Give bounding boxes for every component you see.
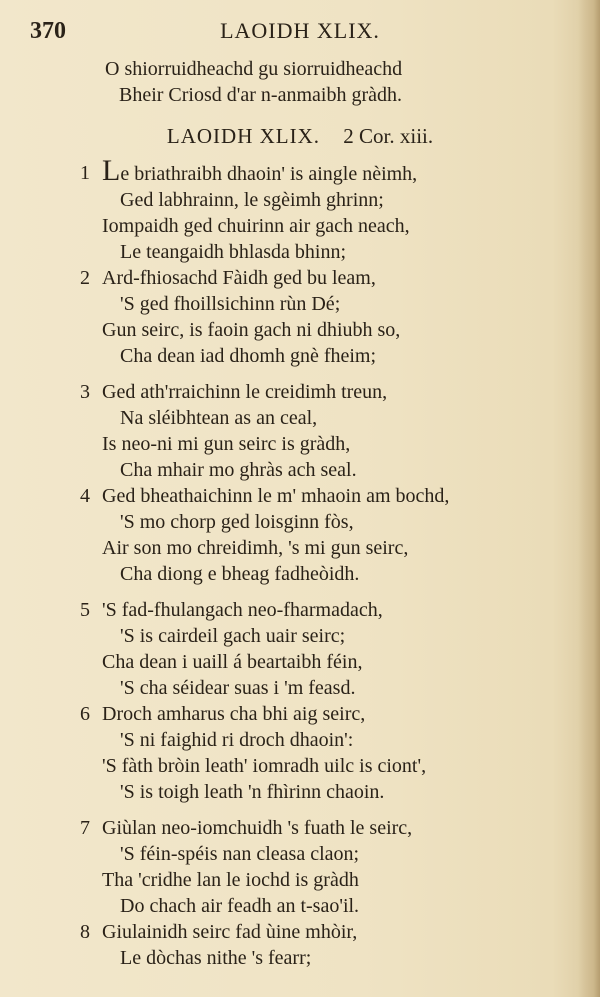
verse-number: 8 <box>80 921 90 943</box>
hymn-title: LAOIDH XLIX. <box>166 124 321 148</box>
verse-number: 4 <box>80 485 90 507</box>
verse-7 <box>75 815 570 919</box>
verse-line <box>75 154 570 187</box>
previous-line: O shiorruidheachd gu siorruidheachd <box>105 58 403 80</box>
previous-hymn-ending <box>105 56 402 108</box>
page-header <box>30 18 570 48</box>
verse-6 <box>75 701 570 805</box>
verse-line: Droch amharus cha bhi aig seirc, <box>102 703 366 725</box>
verse-line: 'S féin-spéis nan cleasa claon; <box>120 843 360 865</box>
page-number: 370 <box>30 18 66 44</box>
verse-number: 6 <box>80 703 90 725</box>
verse-line: Is neo-ni mi gun seirc is gràdh, <box>102 433 351 455</box>
previous-line: Bheir Criosd d'ar n-anmaibh gràdh. <box>119 84 402 106</box>
verse-2 <box>75 265 570 369</box>
verse-line: Ard-fhiosachd Fàidh ged bu leam, <box>102 267 376 289</box>
verse-number: 1 <box>80 162 90 184</box>
drop-cap: L <box>102 154 121 187</box>
verse-line: 'S is cairdeil gach uair seirc; <box>120 625 346 647</box>
verse-line: Na sléibhtean as an ceal, <box>120 407 318 429</box>
verse-line: Cha diong e bheag fadheòidh. <box>120 563 360 585</box>
verse-number: 2 <box>80 267 90 289</box>
running-title: LAOIDH XLIX. <box>220 18 380 43</box>
verse-line: Cha dean iad dhomh gnè fheim; <box>120 345 377 367</box>
verse-line: 'S cha séidear suas i 'm feasd. <box>120 677 356 699</box>
verse-line: Tha 'cridhe lan le iochd is gràdh <box>102 869 359 891</box>
verse-8 <box>75 919 570 971</box>
verse-line: Air son mo chreidimh, 's mi gun seirc, <box>102 537 409 559</box>
verse-line: Cha dean i uaill á beartaibh féin, <box>102 651 363 673</box>
verse-line: 'S mo chorp ged loisginn fòs, <box>120 511 354 533</box>
verse-number: 3 <box>80 381 90 403</box>
verse-line: 'S fad-fhulangach neo-fharmadach, <box>102 599 383 621</box>
verse-line: Ged bheathaichinn le m' mhaoin am bochd, <box>102 485 450 507</box>
hymn-heading <box>0 124 600 149</box>
verse-line: Ged labhrainn, le sgèimh ghrinn; <box>120 189 384 211</box>
verse-number: 5 <box>80 599 90 621</box>
verse-line: Le dòchas nithe 's fearr; <box>120 947 312 969</box>
verse-line: 'S is toigh leath 'n fhìrinn chaoin. <box>120 781 385 803</box>
verse-line: 'S fàth bròin leath' iomradh uilc is ciont', <box>102 755 427 777</box>
page-edge-shadow <box>578 0 600 997</box>
scripture-reference: 2 Cor. xiii. <box>343 124 434 148</box>
verse-line: Gun seirc, is faoin gach ni dhiubh so, <box>102 319 401 341</box>
verse-line: Giulainidh seirc fad ùine mhòir, <box>102 921 358 943</box>
verse-line: 'S ged fhoillsichinn rùn Dé; <box>120 293 341 315</box>
verse-line: Le teangaidh bhlasda bhinn; <box>120 241 347 263</box>
verse-line: Giùlan neo-iomchuidh 's fuath le seirc, <box>102 817 413 839</box>
verse-4 <box>75 483 570 587</box>
verse-number: 7 <box>80 817 90 839</box>
verse-line-text: e briathraibh dhaoin' is aingle nèimh, <box>120 163 418 185</box>
verse-5 <box>75 597 570 701</box>
verse-1 <box>75 154 570 265</box>
verse-line: Do chach air feadh an t-sao'il. <box>120 895 360 917</box>
verse-line: 'S ni faighid ri droch dhaoin': <box>120 729 354 751</box>
verses <box>75 154 570 971</box>
verse-3 <box>75 379 570 483</box>
verse-line: Iompaidh ged chuirinn air gach neach, <box>102 215 410 237</box>
verse-line: Cha mhair mo ghràs ach seal. <box>120 459 357 481</box>
verse-line: Ged ath'rraichinn le creidimh treun, <box>102 381 388 403</box>
